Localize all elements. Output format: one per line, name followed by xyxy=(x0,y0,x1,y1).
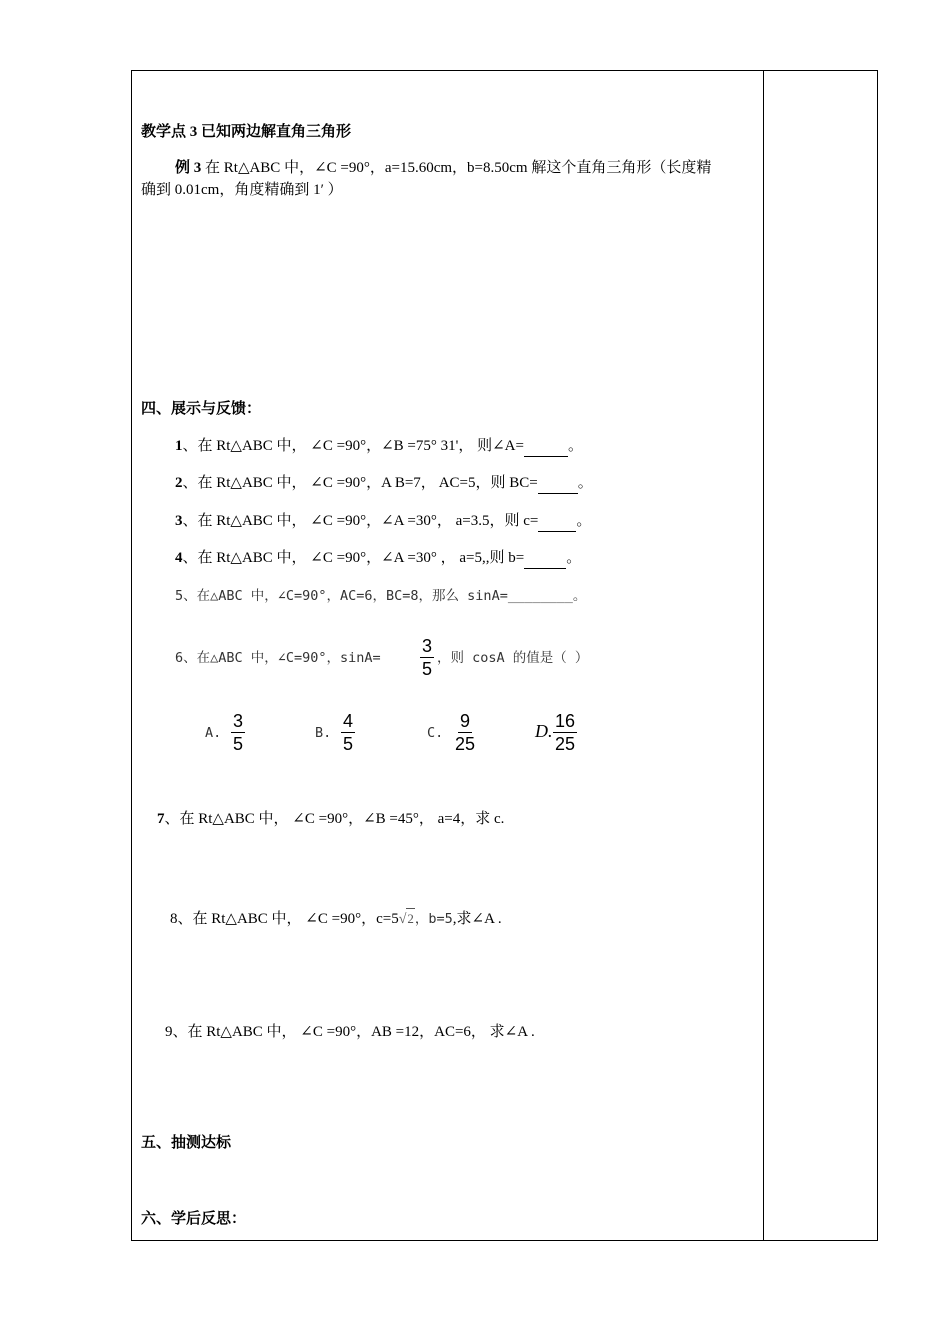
q6-fraction-num: 3 xyxy=(422,636,433,656)
point3-title: 教学点 3 已知两边解直角三角形 xyxy=(141,124,352,140)
q8-text-before: 8、在 Rt△ABC 中， ∠C =90°，c=5 xyxy=(170,911,399,927)
question-2 xyxy=(175,473,593,494)
q1-text: 、在 Rt△ABC 中， ∠C =90°，∠B =75° 31'， 则∠A= xyxy=(182,438,524,454)
option-b-label: B. xyxy=(315,725,332,741)
q7-text: 、在 Rt△ABC 中， ∠C =90°，∠B =45°， a=4，求 c. xyxy=(164,811,505,827)
example3-line1 xyxy=(175,158,711,178)
option-d-den: 25 xyxy=(555,734,576,754)
option-b-fraction[interactable] xyxy=(341,710,355,755)
option-c-fraction[interactable] xyxy=(453,710,477,755)
q4-end: 。 xyxy=(566,550,582,566)
option-a-fraction[interactable] xyxy=(231,710,245,755)
q6-fraction-den: 5 xyxy=(422,659,433,679)
q6-text-before: 6、在△ABC 中，∠C=90°，sinA= xyxy=(175,650,381,666)
question-5: 5、在△ABC 中，∠C=90°，AC=6，BC=8，那么 sinA=________。 xyxy=(175,588,587,604)
q2-number: 2 xyxy=(175,475,183,491)
q8-sqrt-value: 2 xyxy=(406,908,415,929)
example3-line2: 确到 0.01cm，角度精确到 1′ ） xyxy=(141,182,343,198)
question-9: 9、在 Rt△ABC 中， ∠C =90°，AB =12，AC=6， 求∠A . xyxy=(165,1024,535,1040)
question-4 xyxy=(175,548,581,569)
option-b-num: 4 xyxy=(343,711,354,731)
q3-number: 3 xyxy=(175,513,183,529)
q8-text-mid: ，b=5 xyxy=(414,911,453,927)
q7-number: 7 xyxy=(157,811,165,827)
q1-number: 1 xyxy=(175,438,183,454)
example3-label: 例 3 xyxy=(175,160,202,176)
column-divider xyxy=(763,70,764,1241)
option-c-label: C. xyxy=(427,725,444,741)
q4-text: 、在 Rt△ABC 中， ∠C =90°，∠A =30° ， a=5,,则 b= xyxy=(182,550,525,566)
q2-end: 。 xyxy=(577,475,593,491)
q1-answer-blank[interactable] xyxy=(524,436,568,457)
example3-text: 在 Rt△ABC 中，∠C =90°，a=15.60cm，b=8.50cm 解这个直角三角形（长度精 xyxy=(201,160,712,176)
q3-answer-blank[interactable] xyxy=(538,511,576,532)
section6-title: 六、学后反思： xyxy=(141,1211,247,1227)
q1-end: 。 xyxy=(567,438,583,454)
section4-title: 四、展示与反馈： xyxy=(141,401,262,417)
sqrt-icon: √ xyxy=(398,912,407,927)
q8-text-after: ,求∠A . xyxy=(452,911,502,927)
q4-answer-blank[interactable] xyxy=(524,548,566,569)
option-a-label: A. xyxy=(205,725,222,741)
option-c-den: 25 xyxy=(455,734,476,754)
option-d-fraction[interactable] xyxy=(553,710,577,755)
q2-answer-blank[interactable] xyxy=(538,473,578,494)
option-a-num: 3 xyxy=(233,711,244,731)
q3-text: 、在 Rt△ABC 中， ∠C =90°，∠A =30°， a=3.5，则 c= xyxy=(182,513,539,529)
q3-end: 。 xyxy=(576,513,592,529)
option-b-den: 5 xyxy=(343,734,354,754)
option-a-den: 5 xyxy=(233,734,244,754)
option-c-num: 9 xyxy=(460,711,471,731)
option-d-label: D. xyxy=(535,721,553,741)
section5-title: 五、抽测达标 xyxy=(141,1135,232,1151)
option-d-num: 16 xyxy=(555,711,576,731)
question-1 xyxy=(175,436,583,457)
q4-number: 4 xyxy=(175,550,183,566)
question-8 xyxy=(170,908,502,930)
question-7 xyxy=(157,809,504,829)
q2-text: 、在 Rt△ABC 中， ∠C =90°，A B=7， AC=5，则 BC= xyxy=(182,475,538,491)
q6-fraction xyxy=(420,635,434,680)
question-3 xyxy=(175,511,591,532)
q6-text-after: ，则 cosA 的值是（ ） xyxy=(437,650,589,666)
